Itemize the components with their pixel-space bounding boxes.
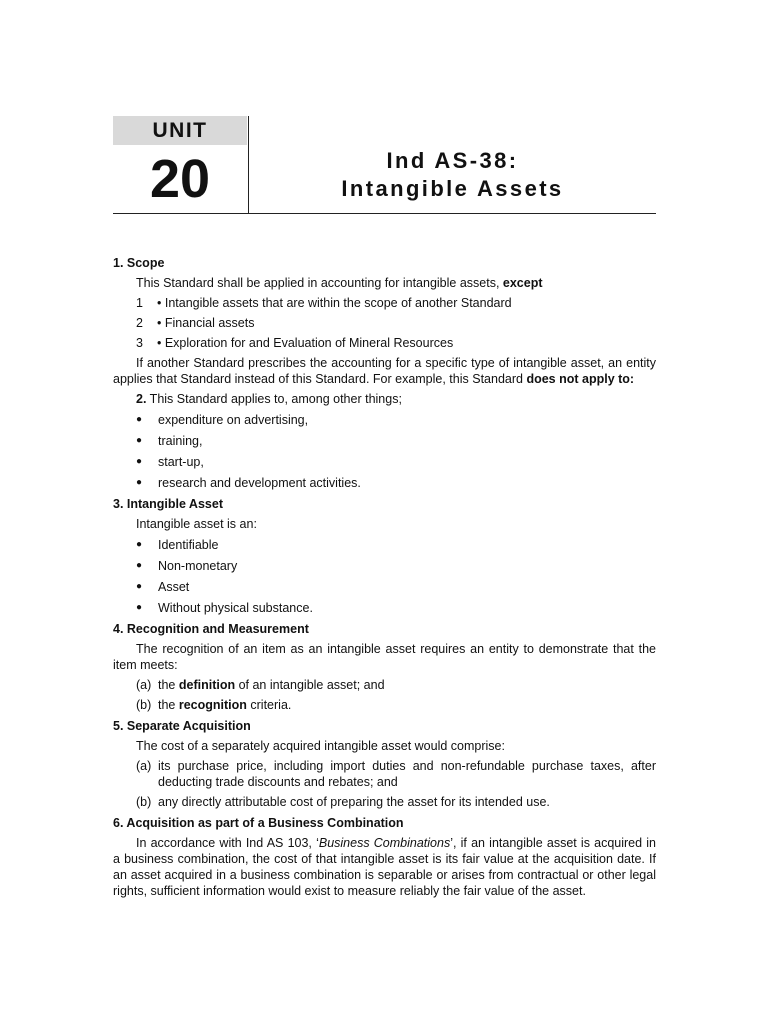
list-item xyxy=(113,433,656,449)
list-item-text: training, xyxy=(158,434,203,448)
intangible-intro: Intangible asset is an: xyxy=(136,517,257,531)
scope-intro-text: This Standard shall be applied in accounting for intangible assets, xyxy=(136,276,503,290)
document-body xyxy=(113,250,656,899)
scope-item-number: 3 xyxy=(136,336,143,350)
unit-label: UNIT xyxy=(113,116,247,145)
business-paragraph xyxy=(113,835,656,899)
item-label: (b) xyxy=(136,795,152,809)
list-item xyxy=(113,412,656,428)
list-item-text: research and development activities. xyxy=(158,476,361,490)
scope-item-2 xyxy=(113,315,656,331)
bullet-icon: ● xyxy=(136,414,143,425)
section-heading-scope: 1. Scope xyxy=(113,256,165,270)
section-heading-business: 6. Acquisition as part of a Business Combination xyxy=(113,816,404,830)
item-label: (a) xyxy=(136,678,152,692)
list-item-text: Identifiable xyxy=(158,538,219,552)
unit-header xyxy=(113,116,656,214)
unit-box xyxy=(113,116,249,213)
page-title xyxy=(249,147,656,203)
section-heading-separate: 5. Separate Acquisition xyxy=(113,719,251,733)
list-item xyxy=(113,600,656,616)
item-text: its purchase price, including import duties and non-refundable purchase taxes, after deducting trade discounts and rebates; and xyxy=(158,759,656,789)
item-text: any directly attributable cost of preparing the asset for its intended use. xyxy=(158,795,550,809)
business-text-italic: Business Combinations xyxy=(318,836,451,850)
list-item xyxy=(113,579,656,595)
scope-paragraph-text: If another Standard prescribes the accounting for a specific type of intangible asset, an entity applies that Standard instead of this Standard. For example, this Standard xyxy=(113,356,656,386)
separate-item-a xyxy=(113,758,656,790)
list-item xyxy=(113,454,656,470)
scope-sub-number: 2. xyxy=(136,392,147,406)
section-heading-recognition: 4. Recognition and Measurement xyxy=(113,622,309,636)
item-text-pre: the xyxy=(158,698,179,712)
scope-item-text: • Intangible assets that are within the scope of another Standard xyxy=(157,296,512,310)
separate-intro: The cost of a separately acquired intangible asset would comprise: xyxy=(136,739,505,753)
scope-paragraph-bold: does not apply to: xyxy=(526,372,635,386)
item-text xyxy=(158,677,656,693)
title-line-1: Ind AS-38: xyxy=(386,148,519,173)
recognition-item-a xyxy=(113,677,656,693)
scope-intro xyxy=(113,275,656,291)
list-item-text: Asset xyxy=(158,580,190,594)
list-item-text: Non-monetary xyxy=(158,559,238,573)
business-text-pre: In accordance with Ind AS 103, ‘ xyxy=(136,836,319,850)
bullet-icon: ● xyxy=(136,435,143,446)
scope-item-text: • Exploration for and Evaluation of Mineral Resources xyxy=(157,336,454,350)
list-item-text: start-up, xyxy=(158,455,204,469)
scope-item-text: • Financial assets xyxy=(157,316,255,330)
list-item xyxy=(113,475,656,491)
item-text xyxy=(158,697,656,713)
recognition-paragraph: The recognition of an item as an intangible asset requires an entity to demonstrate that the item meets: xyxy=(113,642,656,672)
bullet-icon: ● xyxy=(136,456,143,467)
item-text-bold: definition xyxy=(178,678,236,692)
scope-sub-paragraph xyxy=(113,391,656,407)
scope-item-number: 2 xyxy=(136,316,143,330)
title-line-2: Intangible Assets xyxy=(341,176,564,201)
business-text-post: ’, if an intangible asset is acquired in a business combination, the cost of that intangible asset is its fair value at the acquisition date. If an asset acquired in a business combination is separable or arises from contractual or other legal rights, sufficient information would exist to measure reliably the fair value of the asset. xyxy=(113,836,656,898)
bullet-icon: ● xyxy=(136,602,143,613)
item-text-bold: recognition xyxy=(178,698,247,712)
scope-item-1 xyxy=(113,295,656,311)
unit-number: 20 xyxy=(149,149,211,209)
list-item-text: Without physical substance. xyxy=(158,601,313,615)
list-item-text: expenditure on advertising, xyxy=(158,413,309,427)
list-item xyxy=(113,558,656,574)
item-text-post: criteria. xyxy=(246,698,292,712)
bullet-icon: ● xyxy=(136,477,143,488)
item-label: (a) xyxy=(136,759,152,773)
scope-item-number: 1 xyxy=(136,296,143,310)
bullet-icon: ● xyxy=(136,560,143,571)
scope-sub-text: This Standard applies to, among other things; xyxy=(146,392,402,406)
item-label: (b) xyxy=(136,698,152,712)
scope-paragraph xyxy=(113,355,656,387)
scope-intro-bold: except xyxy=(502,276,543,290)
separate-item-b xyxy=(113,794,656,810)
bullet-icon: ● xyxy=(136,539,143,550)
item-text-pre: the xyxy=(158,678,179,692)
bullet-icon: ● xyxy=(136,581,143,592)
recognition-item-b xyxy=(113,697,656,713)
item-text-post: of an intangible asset; and xyxy=(235,678,385,692)
scope-item-3 xyxy=(113,335,656,351)
list-item xyxy=(113,537,656,553)
section-heading-intangible: 3. Intangible Asset xyxy=(113,497,223,511)
